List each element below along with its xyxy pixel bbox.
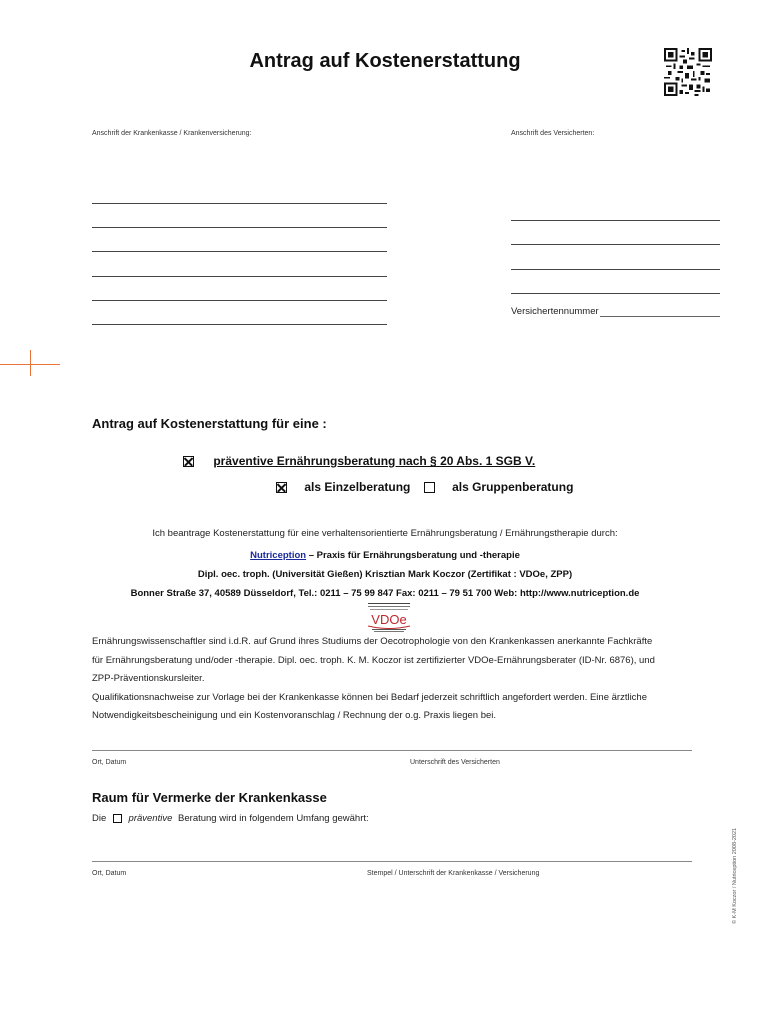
- qualification-paragraph: [92, 633, 712, 726]
- insurer-address-line[interactable]: [92, 276, 387, 277]
- insured-address-line[interactable]: [511, 269, 720, 270]
- remarks-suffix: Beratung wird in folgendem Umfang gewährt:: [178, 813, 369, 824]
- sign1-place-date-label: Ort, Datum: [92, 759, 127, 766]
- remarks-heading: Raum für Vermerke der Krankenkasse: [92, 790, 327, 805]
- insured-address-line[interactable]: [511, 293, 720, 294]
- paragraph-line: Qualifikationsnachweise zur Vorlage bei der Krankenkasse können bei Bedarf jederzeit schriftlich angefordert werden. Eine ärztliche: [92, 691, 648, 703]
- insurer-address-line[interactable]: [92, 203, 387, 204]
- checkbox-checked-icon[interactable]: [276, 482, 287, 493]
- insured-address-line[interactable]: [511, 244, 720, 245]
- remarks-italic: präventive: [128, 813, 173, 824]
- vdoe-logo: [364, 603, 414, 633]
- option-format-row: [276, 480, 573, 494]
- remarks-line: [92, 813, 369, 824]
- practice-desc: – Praxis für Ernährungsberatung und -therapie: [306, 550, 520, 561]
- insured-address-line[interactable]: [511, 220, 720, 221]
- copyright-note: © K-M Koczor / Nutriception 2008-2021: [732, 827, 738, 924]
- insurer-address-label: Anschrift der Krankenkasse / Krankenversicherung:: [92, 130, 252, 137]
- contact-line: Bonner Straße 37, 40589 Düsseldorf, Tel.: 0211 – 75 99 847 Fax: 0211 – 79 51 700 Web: http://www.nutriception.de: [130, 588, 640, 599]
- option-single-label: als Einzelberatung: [304, 480, 411, 494]
- checkbox-empty-icon[interactable]: [424, 482, 435, 493]
- option-preventive-row: [183, 454, 535, 468]
- crop-mark: [30, 350, 31, 376]
- insured-address-label: Anschrift des Versicherten:: [511, 130, 595, 137]
- checkbox-checked-icon[interactable]: [183, 456, 194, 467]
- insurer-address-line[interactable]: [92, 227, 387, 228]
- paragraph-line: ZPP-Präventionskursleiter.: [92, 673, 205, 684]
- insurance-number-field[interactable]: [600, 316, 720, 317]
- signature-line-insurer[interactable]: [92, 861, 692, 862]
- option-group-label: als Gruppenberatung: [452, 480, 574, 494]
- practice-line: [0, 550, 770, 561]
- paragraph-line: für Ernährungsberatung und/oder -therapie. Dipl. oec. troph. K. M. Koczor ist zertifizierter VDOe-Ernährungsberater (ID-Nr. 6876), und: [92, 654, 655, 666]
- paragraph-line: Ernährungswissenschaftler sind i.d.R. auf Grund ihres Studiums der Oecotrophologie von den Krankenkassen anerkannte Fachkräfte: [92, 636, 653, 647]
- remarks-prefix: Die: [92, 813, 107, 824]
- signature-line-insured[interactable]: [92, 750, 692, 751]
- request-text: Ich beantrage Kostenerstattung für eine verhaltensorientierte Ernährungsberatung / Ernährungstherapie durch:: [152, 528, 618, 539]
- insurance-number-label: Versichertennummer: [511, 306, 599, 317]
- insurer-address-line[interactable]: [92, 300, 387, 301]
- qr-code-icon: [663, 48, 713, 96]
- document-title: Antrag auf Kostenerstattung: [249, 50, 521, 72]
- sign2-place-date-label: Ort, Datum: [92, 870, 127, 877]
- practice-link[interactable]: Nutriception: [250, 550, 307, 561]
- sign2-signature-label: Stempel / Unterschrift der Krankenkasse / Versicherung: [367, 870, 540, 877]
- sign1-signature-label: Unterschrift des Versicherten: [410, 759, 500, 766]
- insurer-address-line[interactable]: [92, 324, 387, 325]
- checkbox-empty-icon[interactable]: [113, 814, 122, 823]
- insurer-address-line[interactable]: [92, 251, 387, 252]
- vdoe-logo-text: VDOe: [371, 612, 407, 627]
- paragraph-line: Notwendigkeitsbescheinigung und ein Kostenvoranschlag / Rechnung der o.g. Praxis liegen bei.: [92, 710, 497, 721]
- practitioner-line: Dipl. oec. troph. (Universität Gießen) Krisztian Mark Koczor (Zertifikat : VDOe, ZPP): [197, 569, 573, 580]
- request-heading: Antrag auf Kostenerstattung für eine :: [92, 416, 327, 431]
- option-preventive-label: präventive Ernährungsberatung nach § 20 Abs. 1 SGB V.: [213, 454, 536, 468]
